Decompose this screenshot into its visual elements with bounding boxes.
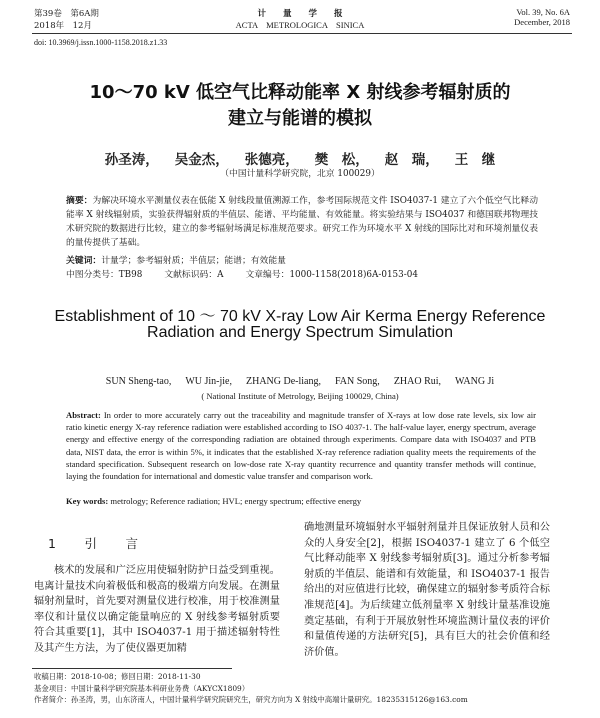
author-en: WU Jin-jie, bbox=[185, 376, 232, 387]
footnote-fund: 基金项目：中国计量科学研究院基本科研业务费（AKYCX1809） bbox=[34, 683, 250, 693]
affiliation-en: ( National Institute of Metrology, Beijing 100029, China) bbox=[201, 391, 399, 401]
author-en: SUN Sheng-tao, bbox=[105, 376, 172, 387]
author-en: FAN Song, bbox=[334, 376, 380, 387]
author-cn: 樊 松， bbox=[314, 152, 369, 168]
doi: doi: 10.3969/j.issn.1000-1158.2018.z1.33 bbox=[34, 38, 168, 47]
body-left-column: 核术的发展和广泛应用使辐射防护日益受到重视。电离计量技术向着极低和极高的极端方向发展。在测量辐射剂量时，首先要对测量仪进行校准，用于校准测量率仪和计量仪以确定能量响应的 X 射线参考辐射质要符合其重要[1]，其中 ISO4037-1 用于描述辐射特性及其产生方法，为了使仪器更加精 bbox=[34, 565, 280, 654]
author-cn: 孙圣涛， bbox=[104, 152, 159, 168]
footnote-author: 作者简介：孙圣涛，男，山东济南人，中国计量科学研究院研究生，研究方向为 X 射线中高端计量研究。18235315126@163.com bbox=[34, 695, 468, 704]
keywords-en-text: metrology; Reference radiation; HVL; energy spectrum; effective energy bbox=[110, 496, 362, 506]
meta-cn bbox=[66, 268, 546, 282]
title-cn-line1: 10～70 kV 低空气比释动能率 X 射线参考辐射质的 bbox=[89, 82, 511, 103]
section-heading-intro: 1 引 言 bbox=[48, 536, 146, 551]
keywords-en bbox=[66, 496, 536, 506]
doc-code: 文献标识码：A bbox=[164, 270, 224, 280]
header-journal: 计 量 学 报 ACTA METROLOGICA SINICA bbox=[235, 9, 365, 30]
keywords-cn-label: 关键词： bbox=[66, 256, 102, 266]
article-number: 文章编号：1000-1158(2018)6A-0153-04 bbox=[245, 270, 418, 280]
author-en: ZHAO Rui, bbox=[393, 376, 442, 387]
footnote-rule bbox=[32, 668, 232, 669]
body-right-column: 确地测量环境辐射水平辐射剂量并且保证放射人员和公众的人身安全[2]，根据 ISO4037-1 建立了 6 个低空气比释动能率 X 射线参考辐射质[3]。通过分析参考辐射质的半值层、能谱和有效能量，和 ISO4037-1 报告给出的对应值进行比较，确保建立的辐射参考质符合标准规范[4]。为后续建立低剂量率 X 射线计量基准设施奠定基础，有利于开展放射性环境监测计量仪表的评价和量值传递的方法研究[5]，具有巨大的社会价值和经济价值。 bbox=[304, 522, 550, 658]
author-cn: 张德亮， bbox=[244, 152, 299, 168]
author-en: ZHANG De-liang, bbox=[246, 376, 321, 387]
abstract-cn-label: 摘要： bbox=[66, 196, 93, 206]
keywords-cn-text: 计量学；参考辐射质；半值层；能谱；有效能量 bbox=[101, 256, 286, 266]
abstract-en-text: In order to more accurately carry out the traceability and magnitude transfer of X-rays at low dose rate levels, six low air ratio kinetic energy X-ray reference radiation were established according to ISO 4037-1. The half-value layer, energy spectrum, average energy and effective energy of the corresponding radiation are obtained through experiments. Compare data with ISO4037 and PTB data, NIST data, the error is within 5%, it indicates that the established X-ray reference radiation quality meets the requirements of the standard specification. Subsequent research on low-dose rate X-ray quantity recurrence and quantity transfer methods will continue, laying the foundation for international and domestic value transfer and comparison work. bbox=[66, 410, 537, 482]
clc-code: 中图分类号：TB98 bbox=[66, 270, 143, 280]
author-cn: 赵 瑞， bbox=[384, 152, 439, 168]
keywords-en-label: Key words: bbox=[66, 496, 109, 506]
title-cn-line2: 建立与能谱的模拟 bbox=[228, 108, 372, 129]
abstract-en-label: Abstract: bbox=[66, 410, 101, 420]
header-rule bbox=[32, 33, 572, 34]
title-en-line2: Radiation and Energy Spectrum Simulation bbox=[147, 324, 453, 341]
abstract-cn-text: 为解决环境水平测量仪表在低能 X 射线段量值溯源工作，参考国际规范文件 ISO4037-1 建立了六个低空气比释动能率 X 射线辐射质，实验获得辐射质的半值层、能谱、平均能量、有效能量。将实验结果与 ISO4037 和德国联邦物理技术研究院的数据进行比较，建立的参考辐射场满足标准规范要求。研究工作为环境水平 X 射线的国际比对和环境剂量仪表的量传提供了基础。 bbox=[66, 196, 538, 248]
affiliation-cn: （中国计量科学研究院，北京 100029） bbox=[220, 169, 380, 179]
footnotes bbox=[34, 671, 574, 706]
author-cn: 吴金杰， bbox=[174, 152, 229, 168]
abstract-cn bbox=[66, 194, 538, 250]
keywords-cn bbox=[66, 254, 538, 268]
header-issue-en: Vol. 39, No. 6A December, 2018 bbox=[514, 7, 570, 27]
header-issue-cn: 第39卷 第6A期 2018年 12月 bbox=[34, 9, 99, 31]
abstract-en bbox=[66, 409, 536, 482]
authors-cn bbox=[0, 148, 600, 168]
author-en: WANG Ji bbox=[455, 376, 495, 387]
title-en-line1: Establishment of 10 ～ 70 kV X-ray Low Air Kerma Energy Reference bbox=[54, 308, 546, 325]
author-cn: 王 继 bbox=[454, 152, 496, 168]
authors-en bbox=[0, 376, 600, 387]
footnote-received: 收稿日期：2018-10-08；修回日期：2018-11-30 bbox=[34, 672, 201, 681]
